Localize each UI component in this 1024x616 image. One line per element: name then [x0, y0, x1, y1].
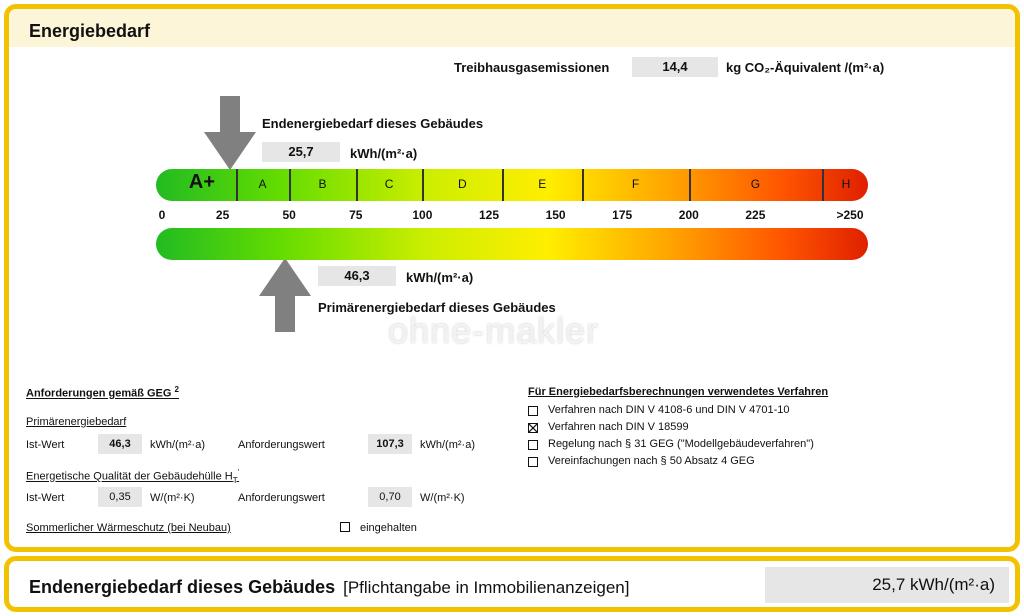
method-label: Verfahren nach DIN V 18599 — [548, 421, 689, 433]
method-checkbox[interactable] — [528, 440, 538, 450]
primary-energy-label: Primärenergiebedarf dieses Gebäudes — [318, 300, 556, 315]
panel-header — [9, 9, 1015, 47]
energy-class-d: D — [458, 177, 467, 191]
scale-tick-label: 225 — [745, 208, 766, 222]
bottom-summary-note: [Pflichtangabe in Immobilienanzeigen] — [343, 578, 630, 597]
end-energy-unit: kWh/(m²·a) — [350, 146, 418, 161]
method-label: Regelung nach § 31 GEG ("Modellgebäudeverfahren") — [548, 438, 814, 450]
energy-class-divider — [502, 169, 504, 201]
scale-tick-label: 0 — [158, 208, 166, 222]
method-checkbox[interactable] — [528, 457, 538, 467]
ist-label: Ist-Wert — [26, 439, 65, 451]
primary-energy-value: 46,3 — [318, 266, 396, 286]
envelope-heading: Energetische Qualität der Gebäudehülle $H_T'$ — [26, 468, 240, 485]
bottom-summary-label: Endenergiebedarf dieses Gebäudes [Pflichtangabe in Immobilienanzeigen] — [29, 577, 630, 597]
req-unit: kWh/(m²·a) — [420, 439, 475, 451]
summer-protection-check-label: eingehalten — [360, 522, 417, 534]
bottom-summary-value: 25,7 kWh/(m²·a) — [765, 567, 1009, 603]
energy-class-divider — [822, 169, 824, 201]
energy-class-f: F — [631, 177, 640, 191]
scale-tick-label: 50 — [282, 208, 296, 222]
req2-label: Anforderungswert — [238, 492, 325, 504]
energy-class-divider — [689, 169, 691, 201]
scale-tick-label: 200 — [678, 208, 699, 222]
scale-tick-label: 75 — [349, 208, 363, 222]
summer-protection-checkbox[interactable] — [340, 522, 350, 532]
primary-energy-arrow-icon — [255, 258, 315, 332]
panel-title: Energiebedarf — [29, 21, 151, 41]
energy-class-b: B — [318, 177, 327, 191]
energy-class-divider — [582, 169, 584, 201]
energy-class-divider — [422, 169, 424, 201]
scale-tick-label: 150 — [545, 208, 566, 222]
ist-unit: kWh/(m²·a) — [150, 439, 205, 451]
end-energy-value: 25,7 — [262, 142, 340, 162]
requirements-title: Anforderungen gemäß GEG $^2$ — [26, 385, 179, 400]
energy-class-c: C — [384, 177, 394, 191]
emissions-label: Treibhausgasemissionen — [454, 60, 610, 75]
primary-requirement-heading: Primärenergiebedarf — [26, 416, 127, 428]
energy-class-h: H — [841, 177, 851, 191]
end-energy-arrow-icon — [200, 96, 260, 170]
req2-unit: W/(m²·K) — [420, 492, 465, 504]
watermark: ohne-makler — [388, 310, 600, 351]
emissions-value: 14,4 — [632, 57, 718, 77]
methods-title: Für Energiebedarfsberechnungen verwendetes Verfahren — [528, 386, 829, 398]
method-checkbox[interactable] — [528, 423, 538, 433]
req-value: 107,3 — [368, 434, 412, 454]
energy-class-a: A — [258, 177, 267, 191]
end-energy-label: Endenergiebedarf dieses Gebäudes — [262, 116, 484, 131]
method-label: Verfahren nach DIN V 4108-6 und DIN V 4701-10 — [548, 404, 790, 416]
scale-tick-label: 100 — [412, 208, 433, 222]
ist2-label: Ist-Wert — [26, 492, 65, 504]
energy-class-a-plus: A+ — [188, 171, 216, 193]
scale-tick-label: 125 — [478, 208, 500, 222]
method-label: Vereinfachungen nach § 50 Absatz 4 GEG — [548, 455, 755, 467]
scale-tick-label: >250 — [836, 208, 864, 222]
ist2-unit: W/(m²·K) — [150, 492, 195, 504]
req-label: Anforderungswert — [238, 439, 325, 451]
energy-class-e: E — [538, 177, 547, 191]
emissions-unit: kg CO₂-Äquivalent /(m²·a) — [726, 60, 885, 75]
method-checkbox[interactable] — [528, 406, 538, 416]
bottom-summary-panel — [4, 556, 1020, 612]
ist-value: 46,3 — [98, 434, 142, 454]
primary-energy-scale — [156, 228, 868, 260]
check-x-icon — [529, 424, 537, 432]
summer-protection-label: Sommerlicher Wärmeschutz (bei Neubau) — [26, 522, 231, 534]
energy-class-divider — [289, 169, 291, 201]
req2-value: 0,70 — [368, 487, 412, 507]
scale-tick-label: 25 — [215, 208, 230, 222]
energy-class-divider — [356, 169, 358, 201]
scale-tick-label: 175 — [612, 208, 633, 222]
ist2-value: 0,35 — [98, 487, 142, 507]
energy-class-divider — [236, 169, 238, 201]
energy-class-g: G — [750, 177, 761, 191]
energy-class-scale — [156, 169, 868, 201]
primary-energy-unit: kWh/(m²·a) — [406, 270, 474, 285]
